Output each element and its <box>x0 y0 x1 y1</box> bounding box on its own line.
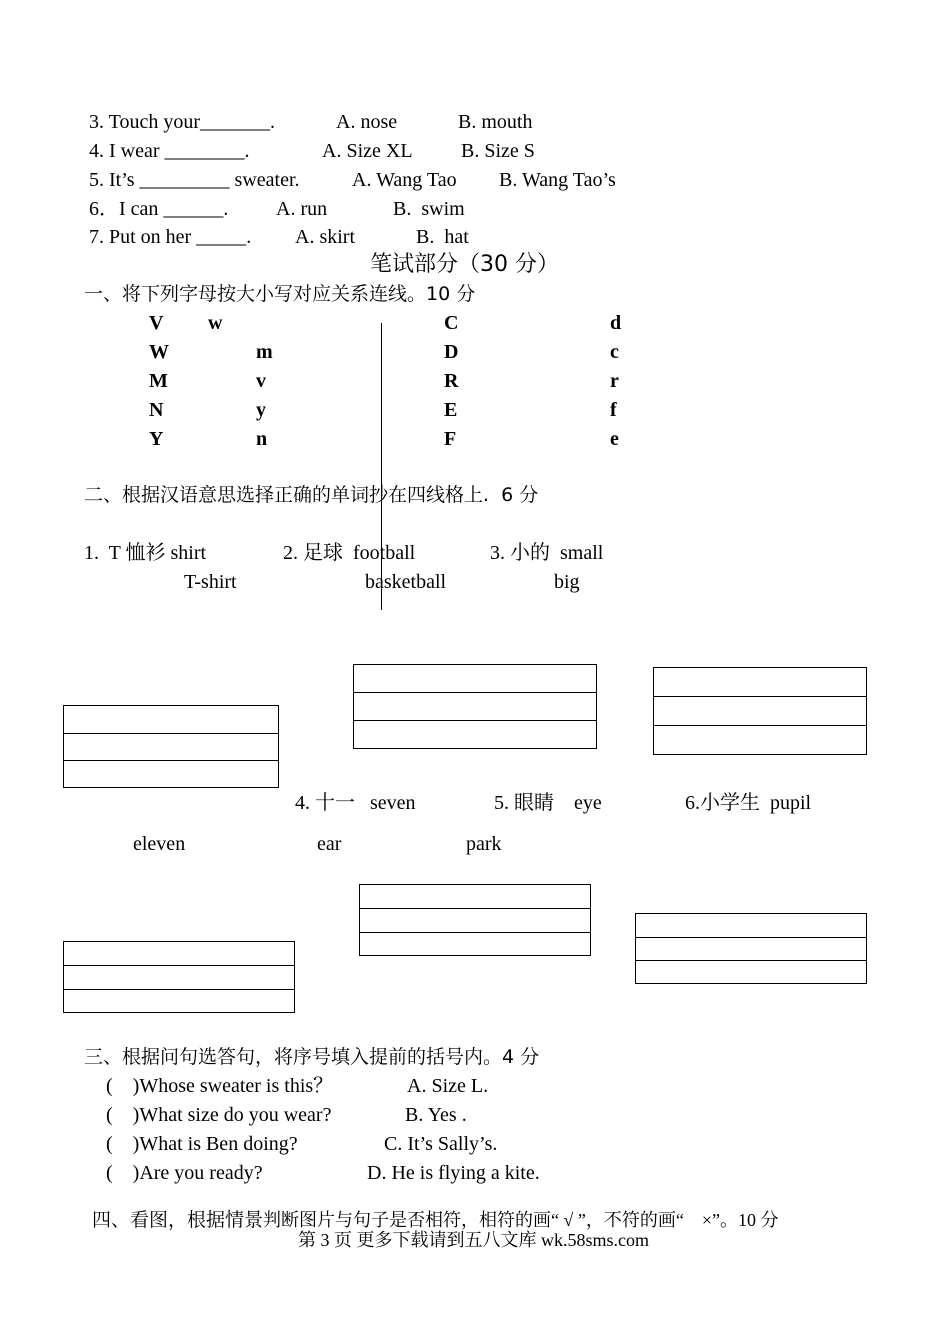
grid-line <box>354 721 596 748</box>
question-1: ( )Whose sweater is this？ <box>106 1075 334 1097</box>
upper-letter: V <box>149 312 164 334</box>
grid-line <box>354 693 596 721</box>
lower-letter: e <box>610 428 619 450</box>
upper-letter: W <box>149 341 169 363</box>
listening-item-5: 5. It’s _________ sweater. <box>89 169 300 191</box>
lower-letter: d <box>610 312 622 334</box>
word-alt-2: basketball <box>365 571 447 593</box>
grid-line <box>360 909 590 933</box>
lower-letter: w <box>208 312 223 334</box>
grid-line <box>64 966 294 990</box>
grid-line <box>360 885 590 909</box>
word-choice-5: 5. 眼睛 eye <box>494 792 602 814</box>
upper-letter: N <box>149 399 164 421</box>
upper-letter: Y <box>149 428 164 450</box>
grid-line <box>64 706 278 734</box>
listening-item-7: 7. Put on her _____. <box>89 226 252 248</box>
writing-grid[interactable] <box>63 941 295 1013</box>
grid-line <box>64 990 294 1012</box>
question-3: ( )What is Ben doing? <box>106 1133 298 1155</box>
word-alt-4: eleven <box>133 833 186 855</box>
word-alt-1: T-shirt <box>184 571 237 593</box>
option-b: B. Size S <box>461 140 535 162</box>
option-a: A. run <box>276 198 328 220</box>
grid-line <box>354 665 596 693</box>
lower-letter: m <box>256 341 273 363</box>
grid-line <box>64 734 278 761</box>
grid-line <box>654 668 866 697</box>
word-alt-3: big <box>554 571 580 593</box>
listening-item-4: 4. I wear ________. <box>89 140 250 162</box>
listening-item-3 <box>89 110 275 134</box>
word-choice-1: 1. T 恤衫 shirt <box>84 542 207 564</box>
word-choice-2: 2. 足球 football <box>283 542 416 564</box>
grid-line <box>360 933 590 955</box>
option-a: A. skirt <box>295 226 355 248</box>
option-a: A. Wang Tao <box>352 169 457 191</box>
upper-letter: M <box>149 370 168 392</box>
writing-grid[interactable] <box>635 913 867 984</box>
written-part-title: 笔试部分（30 分） <box>370 252 559 277</box>
upper-letter: D <box>444 341 459 363</box>
section-2-title: 二、根据汉语意思选择正确的单词抄在四线格上. 6 分 <box>84 484 539 506</box>
answer-d: D. He is flying a kite. <box>367 1162 540 1184</box>
option-b: B. swim <box>393 198 465 220</box>
listening-item-6: 6．I can ______. <box>89 198 229 220</box>
section-3-title: 三、根据问句选答句，将序号填入提前的括号内。4 分 <box>84 1046 540 1068</box>
grid-line <box>636 961 866 983</box>
grid-line <box>636 938 866 961</box>
answer-b: B. Yes . <box>405 1104 467 1126</box>
option-b: B. mouth <box>458 111 533 133</box>
writing-grid[interactable] <box>359 884 591 956</box>
page-footer: 第 3 页 更多下载请到五八文库 wk.58sms.com <box>298 1230 649 1250</box>
word-choice-6: 6.小学生 pupil <box>685 792 812 814</box>
lower-letter: c <box>610 341 619 363</box>
word-alt-5: ear <box>317 833 342 855</box>
writing-grid[interactable] <box>653 667 867 755</box>
upper-letter: C <box>444 312 459 334</box>
word-choice-3: 3. 小的 small <box>490 542 604 564</box>
question-4: ( )Are you ready? <box>106 1162 263 1184</box>
lower-letter: y <box>256 399 266 421</box>
word-choice-4: 4. 十一 seven <box>295 792 416 814</box>
question-2: ( )What size do you wear? <box>106 1104 332 1126</box>
option-b: B. Wang Tao’s <box>499 169 616 191</box>
section-4-title <box>84 1188 779 1232</box>
upper-letter: E <box>444 399 458 421</box>
lower-letter: f <box>610 399 617 421</box>
upper-letter: F <box>444 428 457 450</box>
option-b: B. hat <box>416 226 469 248</box>
writing-grid[interactable] <box>353 664 597 749</box>
lower-letter: n <box>256 428 268 450</box>
grid-line <box>654 697 866 726</box>
lower-letter: r <box>610 370 619 392</box>
word-alt-6: park <box>466 833 502 855</box>
section-1-title: 一、将下列字母按大小写对应关系连线。10 分 <box>84 283 476 305</box>
upper-letter: R <box>444 370 459 392</box>
grid-line <box>64 761 278 787</box>
option-a: A. nose <box>336 111 398 133</box>
lower-letter: v <box>256 370 266 392</box>
answer-a: A. Size L. <box>407 1075 489 1097</box>
grid-line <box>654 726 866 754</box>
option-a: A. Size XL <box>322 140 413 162</box>
section-4-title-rest: 判断图片与句子是否相符，相符的画“ √ ”，不符的画“ ×”。10 分 <box>263 1210 779 1230</box>
divider-line <box>381 323 382 610</box>
grid-line <box>64 942 294 966</box>
answer-c: C. It’s Sally’s. <box>384 1133 498 1155</box>
grid-line <box>636 914 866 938</box>
writing-grid[interactable] <box>63 705 279 788</box>
item-text: 3. Touch your_______. <box>89 111 275 133</box>
section-4-title-bold: 四、看图，根据情景 <box>92 1209 264 1231</box>
